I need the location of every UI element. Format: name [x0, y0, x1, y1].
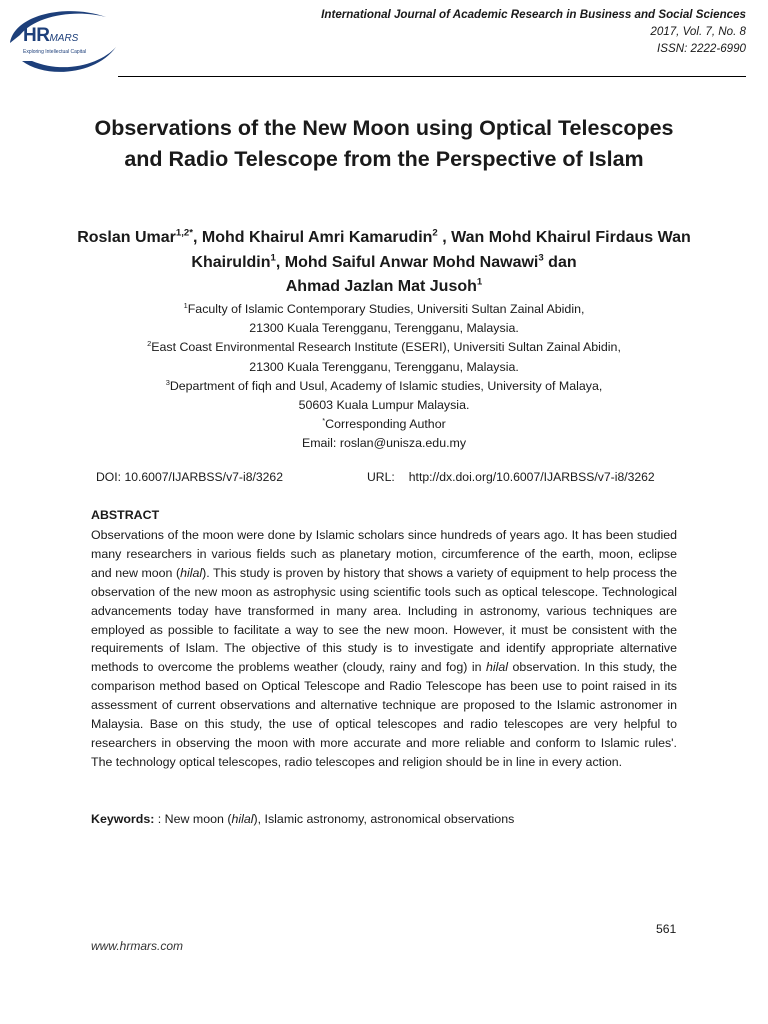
affiliation-2 — [90, 338, 678, 357]
logo-tagline: Exploring Intellectual Capital — [23, 49, 87, 55]
page-number: 561 — [656, 922, 677, 936]
author-name: Mohd Khairul Amri Kamarudin — [201, 229, 433, 246]
journal-header — [321, 6, 746, 57]
corresponding-author — [90, 415, 678, 434]
affiliation-line: East Coast Environmental Research Institute (ESERI), Universiti Sultan Zainal Abidin, — [151, 340, 621, 355]
author-separator: , — [275, 253, 285, 271]
author-affil-sup: 1 — [476, 276, 483, 288]
logo-hr: HR — [23, 25, 50, 46]
doi[interactable]: DOI: 10.6007/IJARBSS/v7-i8/3262 — [96, 470, 283, 484]
keywords-text: ), Islamic astronomy, astronomical observations — [253, 812, 515, 826]
author-name: Mohd Saiful Anwar Mohd Nawawi — [284, 253, 539, 271]
journal-issn: ISSN: 2222-6990 — [657, 42, 746, 55]
affiliation-line: Faculty of Islamic Contemporary Studies, Universiti Sultan Zainal Abidin, — [187, 302, 585, 316]
affiliation-sup: 2 — [147, 339, 152, 349]
logo-mars: MARS — [49, 33, 79, 44]
author-affil-sup: 3 — [538, 252, 544, 264]
affiliation-line: Department of fiqh and Usul, Academy of Islamic studies, University of Malaya, — [169, 378, 603, 393]
journal-name: International Journal of Academic Research in Business and Social Sciences — [321, 8, 746, 21]
keywords-text: : New moon ( — [154, 812, 232, 826]
abstract-italic: hilal — [180, 565, 203, 580]
journal-volume: 2017, Vol. 7, No. 8 — [650, 25, 746, 38]
author-affil-sup: 1,2* — [175, 227, 193, 239]
url-line — [367, 470, 655, 484]
author-name: Roslan Umar — [77, 229, 176, 246]
author-affil-sup: 1 — [270, 252, 276, 264]
affiliation-sup: 3 — [165, 377, 170, 387]
keywords-italic: hilal — [231, 812, 254, 826]
paper-title: Observations of the New Moon using Optical Telescopes and Radio Telescope from the Perspective of Islam — [94, 116, 674, 171]
abstract-heading: ABSTRACT — [91, 508, 160, 522]
author-separator: , — [192, 229, 202, 246]
keywords-label: Keywords: — [91, 812, 155, 826]
affiliations — [90, 300, 678, 454]
affiliation-sup: 1 — [183, 300, 188, 310]
author-separator: , — [437, 229, 452, 246]
author-name: Wan Mohd Khairul Firdaus Wan Khairuldin — [191, 229, 691, 271]
author-separator: dan — [543, 253, 577, 271]
abstract-text: observation. In this study, the comparison method based on Optical Telescope and Radio Telescope has been use to point raised in its assessment of current observations and alternative technique are proposed to the Islamic astronomer in Malaysia. Base on this study, the use of optical telescopes and radio telescopes are very helpful to researchers in observing the moon with more accurate and more reliable and conform to Islamic rules'. The technology optical telescopes, radio telescopes and religion should be in line in every action. — [91, 660, 677, 769]
header-rule — [118, 76, 746, 77]
affiliation-line: 21300 Kuala Terengganu, Terengganu, Malaysia. — [249, 359, 519, 374]
contact-email[interactable]: Email: roslan@unisza.edu.my — [301, 436, 467, 451]
author-name: Ahmad Jazlan Mat Jusoh — [285, 278, 477, 295]
corresponding-text: Corresponding Author — [325, 417, 446, 432]
author-affil-sup: 2 — [432, 227, 438, 239]
doi-link[interactable]: http://dx.doi.org/10.6007/IJARBSS/v7-i8/3262 — [408, 470, 655, 484]
abstract-text: Observations of the moon were done by Islamic scholars since hundreds of years ago. It has been studied many researchers in various fields such as planetary motion, circumference of the earth, moon, eclipse and new moon ( — [91, 528, 677, 580]
publisher-logo — [6, 5, 118, 77]
url-label: URL: — [367, 470, 395, 484]
footer-url[interactable]: www.hrmars.com — [91, 939, 184, 953]
abstract-body — [91, 526, 677, 772]
abstract-italic: hilal — [485, 660, 509, 675]
keywords — [91, 810, 514, 829]
abstract-text: ). This study is proven by history that shows a variety of equipment to help process the observation of the new moon as astrophysic using scientific tools such as optical telescope. Technological advancements today have transformed in many area. Including in astronomy, various techniques are employed as possible to facilitate a way to see the new moon. However, it must be consistent with the requirements of Islam. The objective of this study is to investigate and identify appropriate alternative methods to overcome the problems weather (cloudy, rainy and fog) in — [91, 565, 677, 675]
affiliation-line: 21300 Kuala Terengganu, Terengganu, Malaysia. — [249, 321, 519, 336]
affiliation-1 — [90, 300, 678, 319]
affiliation-line: 50603 Kuala Lumpur Malaysia. — [298, 398, 470, 413]
affiliation-3 — [90, 377, 678, 396]
author-list — [70, 226, 698, 300]
corresponding-sup: * — [322, 416, 326, 426]
